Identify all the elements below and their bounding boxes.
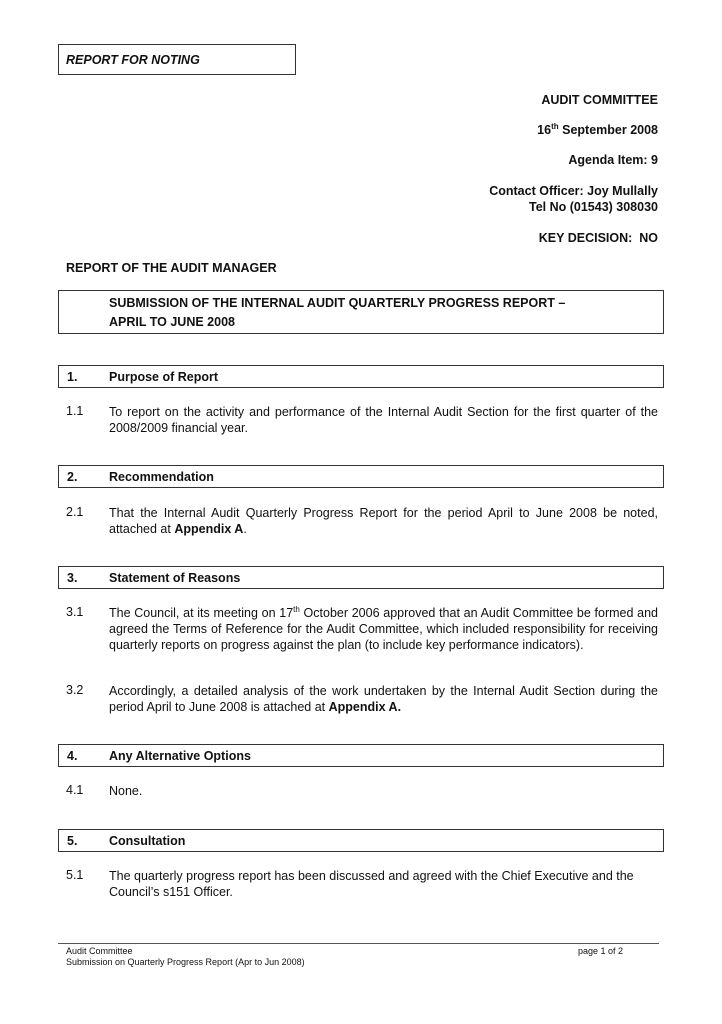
paragraph-number: 4.1	[66, 783, 84, 797]
section-number: 3.	[67, 571, 78, 585]
section-title: Recommendation	[109, 470, 214, 484]
report-of: REPORT OF THE AUDIT MANAGER	[66, 261, 277, 275]
section-title: Statement of Reasons	[109, 571, 241, 585]
report-type-label: REPORT FOR NOTING	[66, 53, 200, 67]
paragraph-number: 2.1	[66, 505, 84, 519]
key-decision: KEY DECISION: NO	[538, 231, 658, 245]
report-title	[109, 294, 565, 332]
appendix-reference: Appendix A	[174, 522, 244, 536]
paragraph-5-1: The quarterly progress report has been discussed and agreed with the Chief Executive and the Council’s s151 Officer.	[109, 869, 634, 899]
section-title: Any Alternative Options	[109, 749, 251, 763]
committee-name: AUDIT COMMITTEE	[541, 93, 658, 107]
report-title-box	[58, 290, 664, 334]
paragraph-number: 5.1	[66, 868, 84, 882]
agenda-item: Agenda Item: 9	[568, 153, 658, 167]
paragraph-4-1: None.	[109, 784, 143, 798]
paragraph-3-1: The Council, at its meeting on 17th October 2006 approved that an Audit Committee be formed and agreed the Terms of Reference for the Audit Committee, which included responsibility for receiving quarterly reports on progress against the plan (to include key performance indicators).	[109, 604, 658, 652]
contact-officer: Contact Officer: Joy Mullally	[489, 184, 658, 198]
section-heading-1	[58, 365, 664, 388]
section-number: 2.	[67, 470, 78, 484]
report-title-line2: APRIL TO JUNE 2008	[109, 315, 235, 329]
section-heading-5	[58, 829, 664, 852]
page-number: page 1 of 2	[578, 946, 624, 956]
footer-text	[66, 946, 305, 968]
report-type-box	[58, 44, 296, 75]
meeting-date: 16th September 2008	[537, 121, 658, 137]
paragraph-number: 1.1	[66, 404, 84, 418]
section-number: 4.	[67, 749, 78, 763]
section-title: Consultation	[109, 834, 186, 848]
paragraph-number: 3.1	[66, 605, 84, 619]
appendix-reference: Appendix A.	[328, 700, 402, 714]
report-title-line1: SUBMISSION OF THE INTERNAL AUDIT QUARTERLY PROGRESS REPORT –	[109, 296, 566, 310]
paragraph-1-1: To report on the activity and performance of the Internal Audit Section for the first quarter of the 2008/2009 financial year.	[109, 405, 658, 435]
contact-tel: Tel No (01543) 308030	[528, 200, 658, 214]
section-heading-2	[58, 465, 664, 488]
footer-committee: Audit Committee	[66, 946, 133, 956]
section-heading-4	[58, 744, 664, 767]
section-title: Purpose of Report	[109, 370, 219, 384]
footer-divider	[58, 943, 659, 944]
section-heading-3	[58, 566, 664, 589]
paragraph-3-2: Accordingly, a detailed analysis of the work undertaken by the Internal Audit Section during the period April to June 2008 is attached at Appendix A.	[109, 684, 658, 714]
section-number: 5.	[67, 834, 78, 848]
paragraph-2-1: That the Internal Audit Quarterly Progress Report for the period April to June 2008 be noted, attached at Appendix A.	[109, 506, 658, 536]
footer-report-title: Submission on Quarterly Progress Report (Apr to Jun 2008)	[66, 957, 305, 967]
section-number: 1.	[67, 370, 78, 384]
paragraph-number: 3.2	[66, 683, 84, 697]
